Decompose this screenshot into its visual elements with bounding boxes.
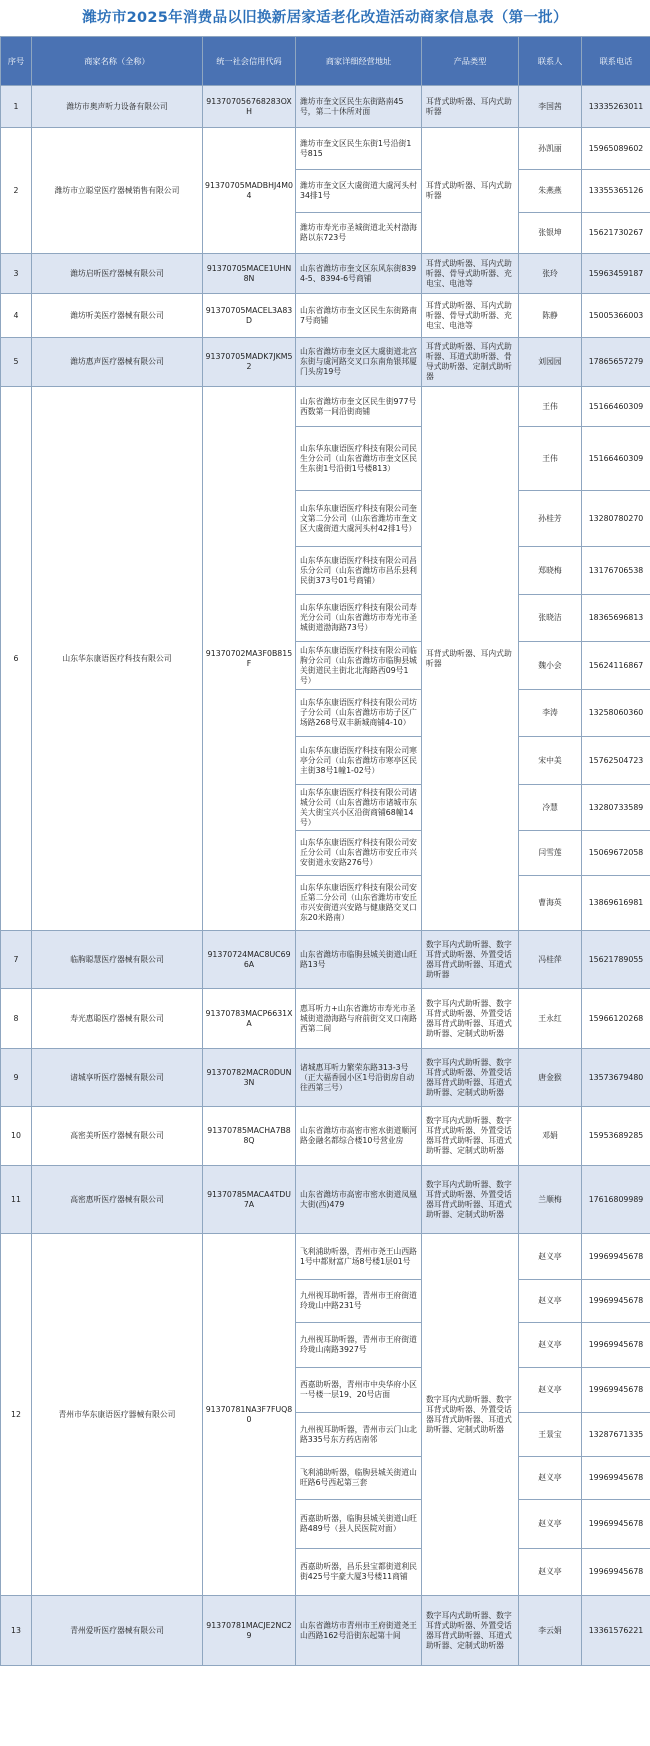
cell-product-type: 耳背式助听器、耳内式助听器: [422, 387, 519, 931]
cell-no: 11: [1, 1166, 32, 1234]
cell-address: 九州视耳助听器，青州市王府街道玲珑山南路3927号: [296, 1323, 422, 1368]
cell-address: 山东省潍坊市高密市密水街道凤凰大街(西)479: [296, 1166, 422, 1234]
cell-product-type: 耳背式助听器、耳内式助听器、耳道式助听器、骨导式助听器、定制式助听器: [422, 338, 519, 387]
cell-address: 山东省潍坊市高密市密水街道顺河路金融名都综合楼10号营业房: [296, 1107, 422, 1166]
cell-phone: 19969945678: [582, 1549, 650, 1596]
cell-product-type: 数字耳内式助听器、数字耳背式助听器、外置受话器耳背式助听器、耳道式助听器、定制式助听器: [422, 989, 519, 1049]
cell-product-type: 耳背式助听器、耳内式助听器、骨导式助听器、充电宝、电池等: [422, 294, 519, 338]
cell-contact: 陈静: [519, 294, 582, 338]
cell-contact: 赵义亭: [519, 1280, 582, 1323]
table-row: [1, 1596, 650, 1666]
cell-phone: 13258060360: [582, 690, 650, 737]
cell-product-type: 数字耳内式助听器、数字耳背式助听器、外置受话器耳背式助听器、耳道式助听器、定制式助听器: [422, 1107, 519, 1166]
cell-contact: 魏小会: [519, 642, 582, 690]
cell-phone: 19969945678: [582, 1280, 650, 1323]
cell-contact: 赵义亭: [519, 1457, 582, 1500]
cell-no: 13: [1, 1596, 32, 1666]
cell-address: 山东省潍坊市奎文区民生东街路南7号商铺: [296, 294, 422, 338]
cell-contact: 赵义亭: [519, 1234, 582, 1280]
cell-address: 山东省潍坊市奎文区大虞街道北宫东街与虞河路交叉口东南角银邦厦门头房19号: [296, 338, 422, 387]
cell-phone: 13355365126: [582, 170, 650, 213]
cell-no: 1: [1, 86, 32, 128]
cell-contact: 孙桂芳: [519, 491, 582, 547]
cell-contact: 张银坤: [519, 213, 582, 254]
cell-no: 10: [1, 1107, 32, 1166]
table-row: [1, 86, 650, 128]
cell-no: 2: [1, 128, 32, 254]
cell-product-type: 数字耳内式助听器、数字耳背式助听器、外置受话器耳背式助听器、耳道式助听器、定制式助听器: [422, 1049, 519, 1107]
cell-credit-code: 91370724MAC8UC696A: [203, 931, 296, 989]
cell-phone: 13280733589: [582, 785, 650, 831]
cell-product-type: 数字耳内式助听器、数字耳背式助听器、外置受话器耳背式助听器、耳道式助听器、定制式助听器: [422, 1166, 519, 1234]
cell-phone: 15621789055: [582, 931, 650, 989]
cell-phone: 19969945678: [582, 1234, 650, 1280]
table-row: [1, 1166, 650, 1234]
cell-phone: 19969945678: [582, 1500, 650, 1549]
table-row: [1, 1234, 650, 1280]
cell-phone: 13176706538: [582, 547, 650, 595]
cell-address: 西嘉助听器，临朐县城关街道山旺路489号（县人民医院对面）: [296, 1500, 422, 1549]
cell-address: 飞利浦助听器，青州市尧王山西路1号中都财富广场8号楼1层01号: [296, 1234, 422, 1280]
cell-contact: 宋中美: [519, 737, 582, 785]
cell-contact: 冷慧: [519, 785, 582, 831]
cell-credit-code: 91370781MACJE2NC29: [203, 1596, 296, 1666]
cell-merchant-name: 潍坊听美医疗器械有限公司: [32, 294, 203, 338]
cell-credit-code: 91370705MADK7JKM52: [203, 338, 296, 387]
cell-address: 潍坊市奎文区民生东街路南45号，第二十休所对面: [296, 86, 422, 128]
cell-address: 山东华东康语医疗科技有限公司奎文第二分公司（山东省潍坊市奎文区大虞街道大虞河头村42排1号）: [296, 491, 422, 547]
cell-contact: 冯桂萍: [519, 931, 582, 989]
cell-merchant-name: 高密惠听医疗器械有限公司: [32, 1166, 203, 1234]
table-row: [1, 1049, 650, 1107]
cell-merchant-name: 诸城享听医疗器械有限公司: [32, 1049, 203, 1107]
cell-contact: 孙凯丽: [519, 128, 582, 170]
table-body: [1, 86, 650, 1666]
cell-contact: 兰顺梅: [519, 1166, 582, 1234]
cell-contact: 赵义亭: [519, 1368, 582, 1413]
cell-no: 6: [1, 387, 32, 931]
cell-merchant-name: 寿光惠聪医疗器械有限公司: [32, 989, 203, 1049]
cell-contact: 赵义亭: [519, 1549, 582, 1596]
cell-contact: 王永红: [519, 989, 582, 1049]
cell-product-type: 耳背式助听器、耳内式助听器: [422, 86, 519, 128]
cell-merchant-name: 潍坊启听医疗器械有限公司: [32, 254, 203, 294]
cell-phone: 13361576221: [582, 1596, 650, 1666]
cell-product-type: 耳背式助听器、耳内式助听器、骨导式助听器、充电宝、电池等: [422, 254, 519, 294]
header-phone: 联系电话: [582, 37, 650, 86]
cell-phone: 13280780270: [582, 491, 650, 547]
cell-phone: 18365696813: [582, 595, 650, 642]
cell-phone: 15963459187: [582, 254, 650, 294]
cell-product-type: 数字耳内式助听器、数字耳背式助听器、外置受话器耳背式助听器、耳道式助听器、定制式助听器: [422, 1596, 519, 1666]
cell-merchant-name: 山东华东康语医疗科技有限公司: [32, 387, 203, 931]
cell-no: 8: [1, 989, 32, 1049]
cell-phone: 19969945678: [582, 1457, 650, 1500]
cell-phone: 15965089602: [582, 128, 650, 170]
cell-merchant-name: 潍坊市立聪堂医疗器械销售有限公司: [32, 128, 203, 254]
cell-contact: 李云娟: [519, 1596, 582, 1666]
cell-phone: 13335263011: [582, 86, 650, 128]
cell-credit-code: 91370785MACHA7B88Q: [203, 1107, 296, 1166]
cell-credit-code: 91370705MACEL3A83D: [203, 294, 296, 338]
cell-credit-code: 91370705MACE1UHN8N: [203, 254, 296, 294]
cell-contact: 刘园园: [519, 338, 582, 387]
cell-contact: 张晓洁: [519, 595, 582, 642]
cell-address: 西嘉助听器，青州市中央华府小区一号楼一层19、20号店面: [296, 1368, 422, 1413]
cell-address: 山东华东康语医疗科技有限公司寒亭分公司（山东省潍坊市寒亭区民主街38号1幢1-02号）: [296, 737, 422, 785]
cell-address: 潍坊市奎文区大虞街道大虞河头村34排1号: [296, 170, 422, 213]
cell-address: 九州视耳助听器，青州市王府街道玲珑山中路231号: [296, 1280, 422, 1323]
cell-merchant-name: 青州爱听医疗器械有限公司: [32, 1596, 203, 1666]
cell-phone: 19969945678: [582, 1323, 650, 1368]
cell-no: 3: [1, 254, 32, 294]
header-no: 序号: [1, 37, 32, 86]
cell-contact: 王伟: [519, 427, 582, 491]
cell-credit-code: 91370705MADBHJ4M04: [203, 128, 296, 254]
header-contact: 联系人: [519, 37, 582, 86]
cell-phone: 15005366003: [582, 294, 650, 338]
merchant-table: [0, 36, 650, 1666]
page-title: 潍坊市2025年消费品以旧换新居家适老化改造活动商家信息表（第一批）: [82, 10, 568, 26]
cell-address: 山东省潍坊市奎文区民生街977号西数第一间沿街商铺: [296, 387, 422, 427]
cell-phone: 19969945678: [582, 1368, 650, 1413]
cell-contact: 赵义亭: [519, 1323, 582, 1368]
cell-address: 潍坊市寿光市圣城街道北关村渤海路以东723号: [296, 213, 422, 254]
cell-product-type: 数字耳内式助听器、数字耳背式助听器、外置受话器耳背式助听器、耳道式助听器: [422, 931, 519, 989]
cell-phone: 15621730267: [582, 213, 650, 254]
cell-credit-code: 91370782MACR0DUN3N: [203, 1049, 296, 1107]
cell-contact: 王伟: [519, 387, 582, 427]
cell-address: 山东华东康语医疗科技有限公司临朐分公司（山东省潍坊市临朐县城关街道民主街北北海路西09号1号）: [296, 642, 422, 690]
cell-phone: 15953689285: [582, 1107, 650, 1166]
header-code: 统一社会信用代码: [203, 37, 296, 86]
cell-credit-code: 91370783MACP6631XA: [203, 989, 296, 1049]
cell-contact: 李涛: [519, 690, 582, 737]
cell-credit-code: 91370781NA3F7FUQ80: [203, 1234, 296, 1596]
cell-merchant-name: 潍坊惠声医疗器械有限公司: [32, 338, 203, 387]
header-product-type: 产品类型: [422, 37, 519, 86]
cell-contact: 王景宝: [519, 1413, 582, 1457]
table-row: [1, 128, 650, 170]
cell-merchant-name: 临朐聪慧医疗器械有限公司: [32, 931, 203, 989]
cell-address: 山东省潍坊市奎文区东风东街8394-5、8394-6号商铺: [296, 254, 422, 294]
cell-phone: 17616809989: [582, 1166, 650, 1234]
cell-address: 九州视耳助听器，青州市云门山北路335号东方药店南邻: [296, 1413, 422, 1457]
cell-no: 5: [1, 338, 32, 387]
cell-merchant-name: 高密美听医疗器械有限公司: [32, 1107, 203, 1166]
table-row: [1, 989, 650, 1049]
table-row: [1, 294, 650, 338]
cell-phone: 15166460309: [582, 387, 650, 427]
cell-address: 山东省潍坊市临朐县城关街道山旺路13号: [296, 931, 422, 989]
cell-merchant-name: 潍坊市奥声听力设备有限公司: [32, 86, 203, 128]
cell-address: 山东省潍坊市青州市王府街道尧王山西路162号沿街东起第十间: [296, 1596, 422, 1666]
table-row: [1, 1107, 650, 1166]
cell-phone: 15966120268: [582, 989, 650, 1049]
cell-credit-code: 913707056768283OXH: [203, 86, 296, 128]
table-row: [1, 254, 650, 294]
table-row: [1, 338, 650, 387]
cell-address: 山东华东康语医疗科技有限公司坊子分公司（山东省潍坊市坊子区广场路268号双丰新城商铺4-10）: [296, 690, 422, 737]
cell-no: 12: [1, 1234, 32, 1596]
header-name: 商家名称（全称）: [32, 37, 203, 86]
cell-address: 西嘉助听器，昌乐县宝都街道利民街425号宇豪大厦3号楼11商铺: [296, 1549, 422, 1596]
cell-contact: 赵义亭: [519, 1500, 582, 1549]
cell-address: 潍坊市奎文区民生东街1号沿街1号815: [296, 128, 422, 170]
cell-phone: 13287671335: [582, 1413, 650, 1457]
table-row: [1, 387, 650, 427]
cell-contact: 朱燕燕: [519, 170, 582, 213]
cell-no: 7: [1, 931, 32, 989]
cell-product-type: 耳背式助听器、耳内式助听器: [422, 128, 519, 254]
cell-contact: 李国茜: [519, 86, 582, 128]
cell-contact: 唐金猴: [519, 1049, 582, 1107]
cell-contact: 张玲: [519, 254, 582, 294]
cell-contact: 邓娟: [519, 1107, 582, 1166]
cell-address: 山东华东康语医疗科技有限公司昌乐分公司（山东省潍坊市昌乐县利民街373号01号商铺）: [296, 547, 422, 595]
cell-phone: 13869616981: [582, 876, 650, 931]
cell-address: 山东华东康语医疗科技有限公司诸城分公司（山东省潍坊市诸城市东关大街宝兴小区沿街商铺68幢14号）: [296, 785, 422, 831]
header-address: 商家详细经营地址: [296, 37, 422, 86]
cell-address: 山东华东康语医疗科技有限公司寿光分公司（山东省潍坊市寿光市圣城街道渤海路73号）: [296, 595, 422, 642]
cell-phone: 15166460309: [582, 427, 650, 491]
header-row: [1, 37, 650, 86]
cell-credit-code: 91370702MA3F0B815F: [203, 387, 296, 931]
cell-phone: 17865657279: [582, 338, 650, 387]
cell-address: 惠耳听力+山东省潍坊市寿光市圣城街道渤海路与府前街交叉口南路西第二间: [296, 989, 422, 1049]
cell-phone: 15762504723: [582, 737, 650, 785]
cell-contact: 闫雪莲: [519, 831, 582, 876]
cell-no: 9: [1, 1049, 32, 1107]
cell-phone: 15069672058: [582, 831, 650, 876]
cell-product-type: 数字耳内式助听器、数字耳背式助听器、外置受话器耳背式助听器、耳道式助听器、定制式助听器: [422, 1234, 519, 1596]
cell-phone: 13573679480: [582, 1049, 650, 1107]
cell-address: 山东华东康语医疗科技有限公司民生分公司（山东省潍坊市奎文区民生东街1号沿街1号楼813）: [296, 427, 422, 491]
cell-address: 诸城惠耳听力繁荣东路313-3号（正大福香园小区1号沿街房自动往西第三号）: [296, 1049, 422, 1107]
table-row: [1, 931, 650, 989]
cell-address: 山东华东康语医疗科技有限公司安丘第二分公司（山东省潍坊市安丘市兴安街道兴安路与健康路交叉口东20米路南）: [296, 876, 422, 931]
cell-contact: 郑晓梅: [519, 547, 582, 595]
cell-phone: 15624116867: [582, 642, 650, 690]
cell-credit-code: 91370785MACA4TDU7A: [203, 1166, 296, 1234]
cell-address: 山东华东康语医疗科技有限公司安丘分公司（山东省潍坊市安丘市兴安街道永安路276号）: [296, 831, 422, 876]
cell-merchant-name: 青州市华东康语医疗器械有限公司: [32, 1234, 203, 1596]
cell-contact: 曹海英: [519, 876, 582, 931]
cell-no: 4: [1, 294, 32, 338]
cell-address: 飞利浦助听器，临朐县城关街道山旺路6号西起第三套: [296, 1457, 422, 1500]
